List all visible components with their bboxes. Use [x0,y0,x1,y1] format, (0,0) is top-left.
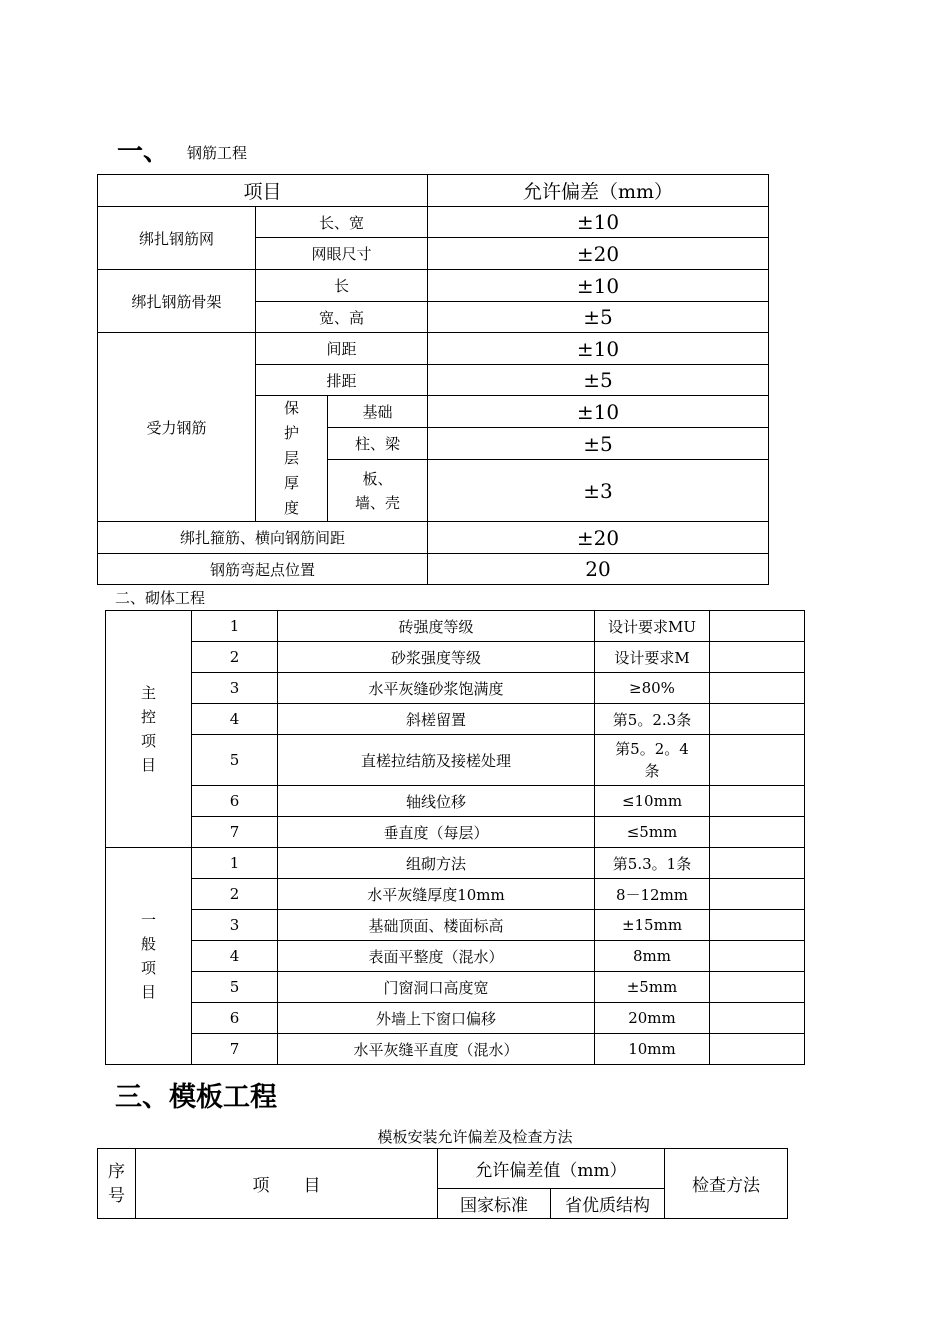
row-blank [710,673,805,704]
group-char: 一 [140,911,156,929]
spacing-value: ±10 [428,333,769,365]
row-no: 6 [192,786,278,817]
cover-char: 保 [283,399,299,417]
row-no: 3 [192,910,278,941]
row-blank [710,786,805,817]
mesh-eye-label: 网眼尺寸 [256,238,428,270]
row-no: 7 [192,817,278,848]
group-char: 项 [140,959,156,977]
row-req: 20mm [595,1003,710,1034]
header-national-standard: 国家标准 [438,1189,551,1219]
section1-number: 一、 [117,137,170,167]
header-tolerance: 允许偏差值（mm） [438,1149,665,1189]
row-item: 外墙上下窗口偏移 [278,1003,595,1034]
section1-heading [117,137,247,168]
row-no: 2 [192,642,278,673]
column-beam-label: 柱、梁 [328,428,428,460]
mesh-eye-value: ±20 [428,238,769,270]
header-method: 检查方法 [665,1149,788,1219]
row-no: 5 [192,735,278,786]
cover-char: 层 [283,449,299,467]
row-blank [710,848,805,879]
stirrup-value: ±20 [428,522,769,554]
spacing-label: 间距 [256,333,428,365]
row-blank [710,941,805,972]
row-item: 水平灰缝平直度（混水） [278,1034,595,1065]
section2-heading: 二、砌体工程 [115,589,206,607]
stirrup-label: 绑扎箍筋、横向钢筋间距 [98,522,428,554]
header-no-line: 号 [108,1185,125,1206]
row-req: 10mm [595,1034,710,1065]
header-item: 项目 [98,175,428,207]
section3-heading: 三、模板工程 [115,1082,277,1113]
wall-shell-label: 墙、壳 [355,493,401,512]
group-char: 项 [140,732,156,750]
group-char: 控 [140,708,156,726]
row-req-line: 条 [644,762,660,780]
row-blank [710,704,805,735]
row-spacing-value: ±5 [428,365,769,396]
bend-value: 20 [428,554,769,585]
row-no: 7 [192,1034,278,1065]
row-item: 直槎拉结筋及接槎处理 [278,735,595,786]
group-char: 目 [140,756,156,774]
row-req: 8mm [595,941,710,972]
general-group [106,848,192,1065]
row-blank [710,1003,805,1034]
formwork-table [97,1148,788,1219]
header-provincial-standard: 省优质结构 [551,1189,665,1219]
rebar-tolerance-table [97,174,769,585]
row-req [595,735,710,786]
row-blank [710,879,805,910]
header-item: 项 目 [136,1149,438,1219]
group-char: 目 [140,983,156,1001]
mesh-length-value: ±10 [428,207,769,238]
cover-char: 度 [283,499,299,517]
header-tolerance: 允许偏差（mm） [428,175,769,207]
row-req-line: 第5。2。4 [615,740,689,758]
slab-label: 板、 [362,469,393,488]
row-no: 4 [192,941,278,972]
row-req: 第5。2.3条 [595,704,710,735]
row-blank [710,735,805,786]
cage-width-label: 宽、高 [256,302,428,333]
row-item: 门窗洞口高度宽 [278,972,595,1003]
cover-char: 护 [283,424,299,442]
masonry-table [105,610,805,1065]
row-req: ≤5mm [595,817,710,848]
header-no-line: 序 [108,1161,125,1182]
row-blank [710,910,805,941]
formwork-caption: 模板安装允许偏差及检查方法 [377,1128,573,1146]
row-req: ≤10mm [595,786,710,817]
row-no: 2 [192,879,278,910]
row-item: 表面平整度（混水） [278,941,595,972]
row-req: ±15mm [595,910,710,941]
row-req: 8－12mm [595,879,710,910]
row-item: 垂直度（每层） [278,817,595,848]
row-item: 砖强度等级 [278,611,595,642]
row-item: 水平灰缝厚度10mm [278,879,595,910]
row-no: 6 [192,1003,278,1034]
row-no: 1 [192,848,278,879]
row-blank [710,611,805,642]
group-cage: 绑扎钢筋骨架 [98,270,256,333]
row-no: 3 [192,673,278,704]
section1-subtitle: 钢筋工程 [187,144,248,162]
row-item: 水平灰缝砂浆饱满度 [278,673,595,704]
foundation-value: ±10 [428,396,769,428]
row-no: 1 [192,611,278,642]
row-blank [710,972,805,1003]
row-req: 设计要求MU [595,611,710,642]
column-beam-value: ±5 [428,428,769,460]
row-spacing-label: 排距 [256,365,428,396]
row-item: 斜槎留置 [278,704,595,735]
row-item: 轴线位移 [278,786,595,817]
group-char: 主 [140,684,156,702]
slab-wall-value: ±3 [428,460,769,522]
row-blank [710,817,805,848]
row-no: 5 [192,972,278,1003]
mesh-length-label: 长、宽 [256,207,428,238]
row-item: 砂浆强度等级 [278,642,595,673]
group-mesh: 绑扎钢筋网 [98,207,256,270]
cage-width-value: ±5 [428,302,769,333]
cage-length-value: ±10 [428,270,769,302]
row-req: ±5mm [595,972,710,1003]
header-no [98,1149,136,1219]
group-main-bar: 受力钢筋 [98,333,256,522]
main-control-group [106,611,192,848]
cover-thickness-label [256,396,328,522]
row-blank [710,642,805,673]
row-item: 组砌方法 [278,848,595,879]
row-blank [710,1034,805,1065]
cage-length-label: 长 [256,270,428,302]
slab-wall-label [328,460,428,522]
row-req: 第5.3。1条 [595,848,710,879]
group-char: 般 [140,935,156,953]
row-no: 4 [192,704,278,735]
bend-label: 钢筋弯起点位置 [98,554,428,585]
foundation-label: 基础 [328,396,428,428]
row-req: ≥80% [595,673,710,704]
row-req: 设计要求M [595,642,710,673]
cover-char: 厚 [283,474,299,492]
row-item: 基础顶面、楼面标高 [278,910,595,941]
